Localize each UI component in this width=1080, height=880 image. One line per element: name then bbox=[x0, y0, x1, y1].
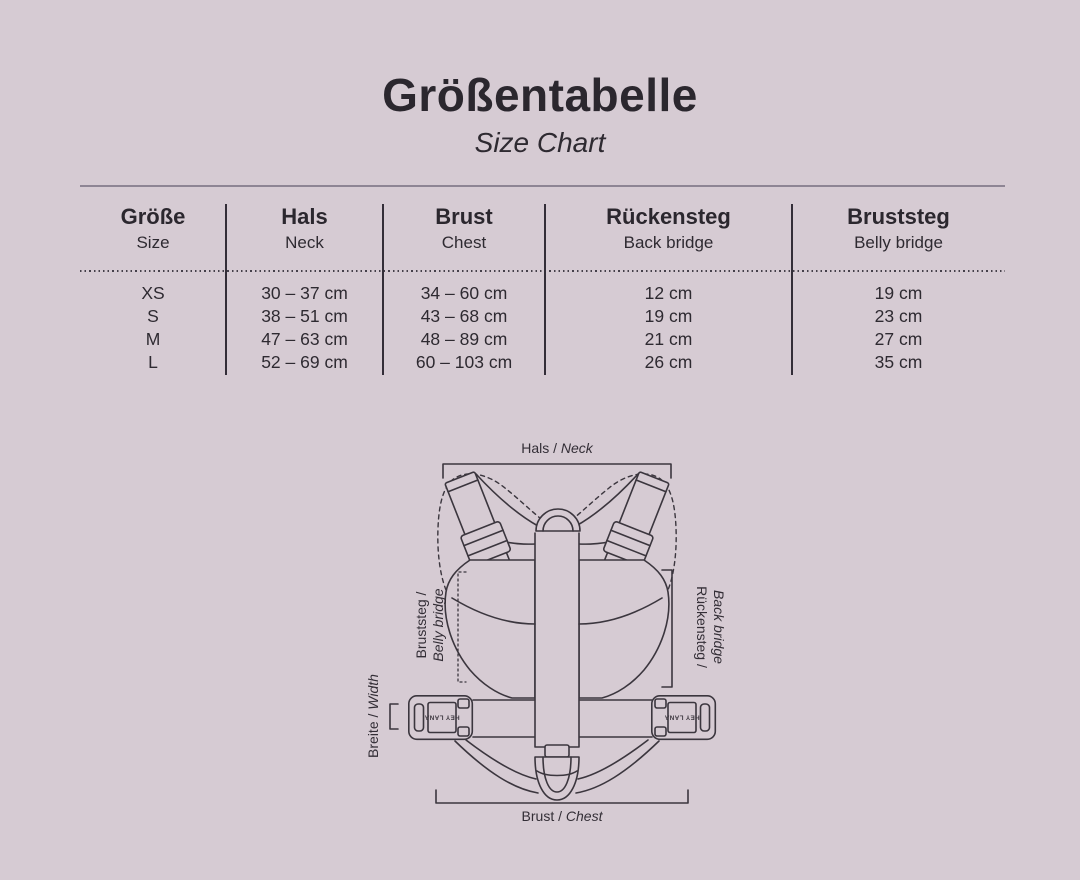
center-chest-strap bbox=[535, 533, 579, 747]
chest-panel-right bbox=[579, 560, 669, 698]
back-bridge-label: Back bridge Rückensteg / bbox=[694, 586, 727, 668]
belly-strap-curve-right bbox=[576, 740, 659, 793]
table-row: XS 30 – 37 cm 34 – 60 cm 12 cm 19 cm bbox=[141, 283, 923, 303]
neck-label: Hals / Neck bbox=[521, 440, 593, 456]
page-title: Größentabelle bbox=[382, 69, 698, 121]
page-subtitle: Size Chart bbox=[474, 127, 606, 158]
column-header-size: Größe Size bbox=[120, 204, 186, 252]
column-header-back-bridge: Rückensteg Back bridge bbox=[606, 204, 731, 252]
buckle-brand-text: HEY LANA bbox=[664, 713, 700, 721]
right-buckle bbox=[652, 696, 716, 740]
width-measure-bracket bbox=[390, 704, 398, 729]
belly-strap-curve-left bbox=[455, 740, 538, 793]
table-row: L 52 – 69 cm 60 – 103 cm 26 cm 35 cm bbox=[148, 352, 923, 372]
d-ring bbox=[535, 745, 579, 800]
chest-label: Brust / Chest bbox=[521, 808, 603, 824]
belly-bridge-label: Bruststeg / Belly bridge bbox=[413, 588, 446, 662]
buckle-brand-text: HEY LANA bbox=[424, 713, 460, 721]
table-row: S 38 – 51 cm 43 – 68 cm 19 cm 23 cm bbox=[147, 306, 923, 326]
left-buckle bbox=[409, 696, 473, 740]
width-label: Breite / Width bbox=[365, 674, 381, 758]
column-header-chest: Brust Chest bbox=[435, 204, 493, 252]
column-header-neck: Hals Neck bbox=[281, 204, 328, 252]
table-row: M 47 – 63 cm 48 – 89 cm 21 cm 27 cm bbox=[145, 329, 923, 349]
column-header-belly-bridge: Bruststeg Belly bridge bbox=[847, 204, 950, 252]
